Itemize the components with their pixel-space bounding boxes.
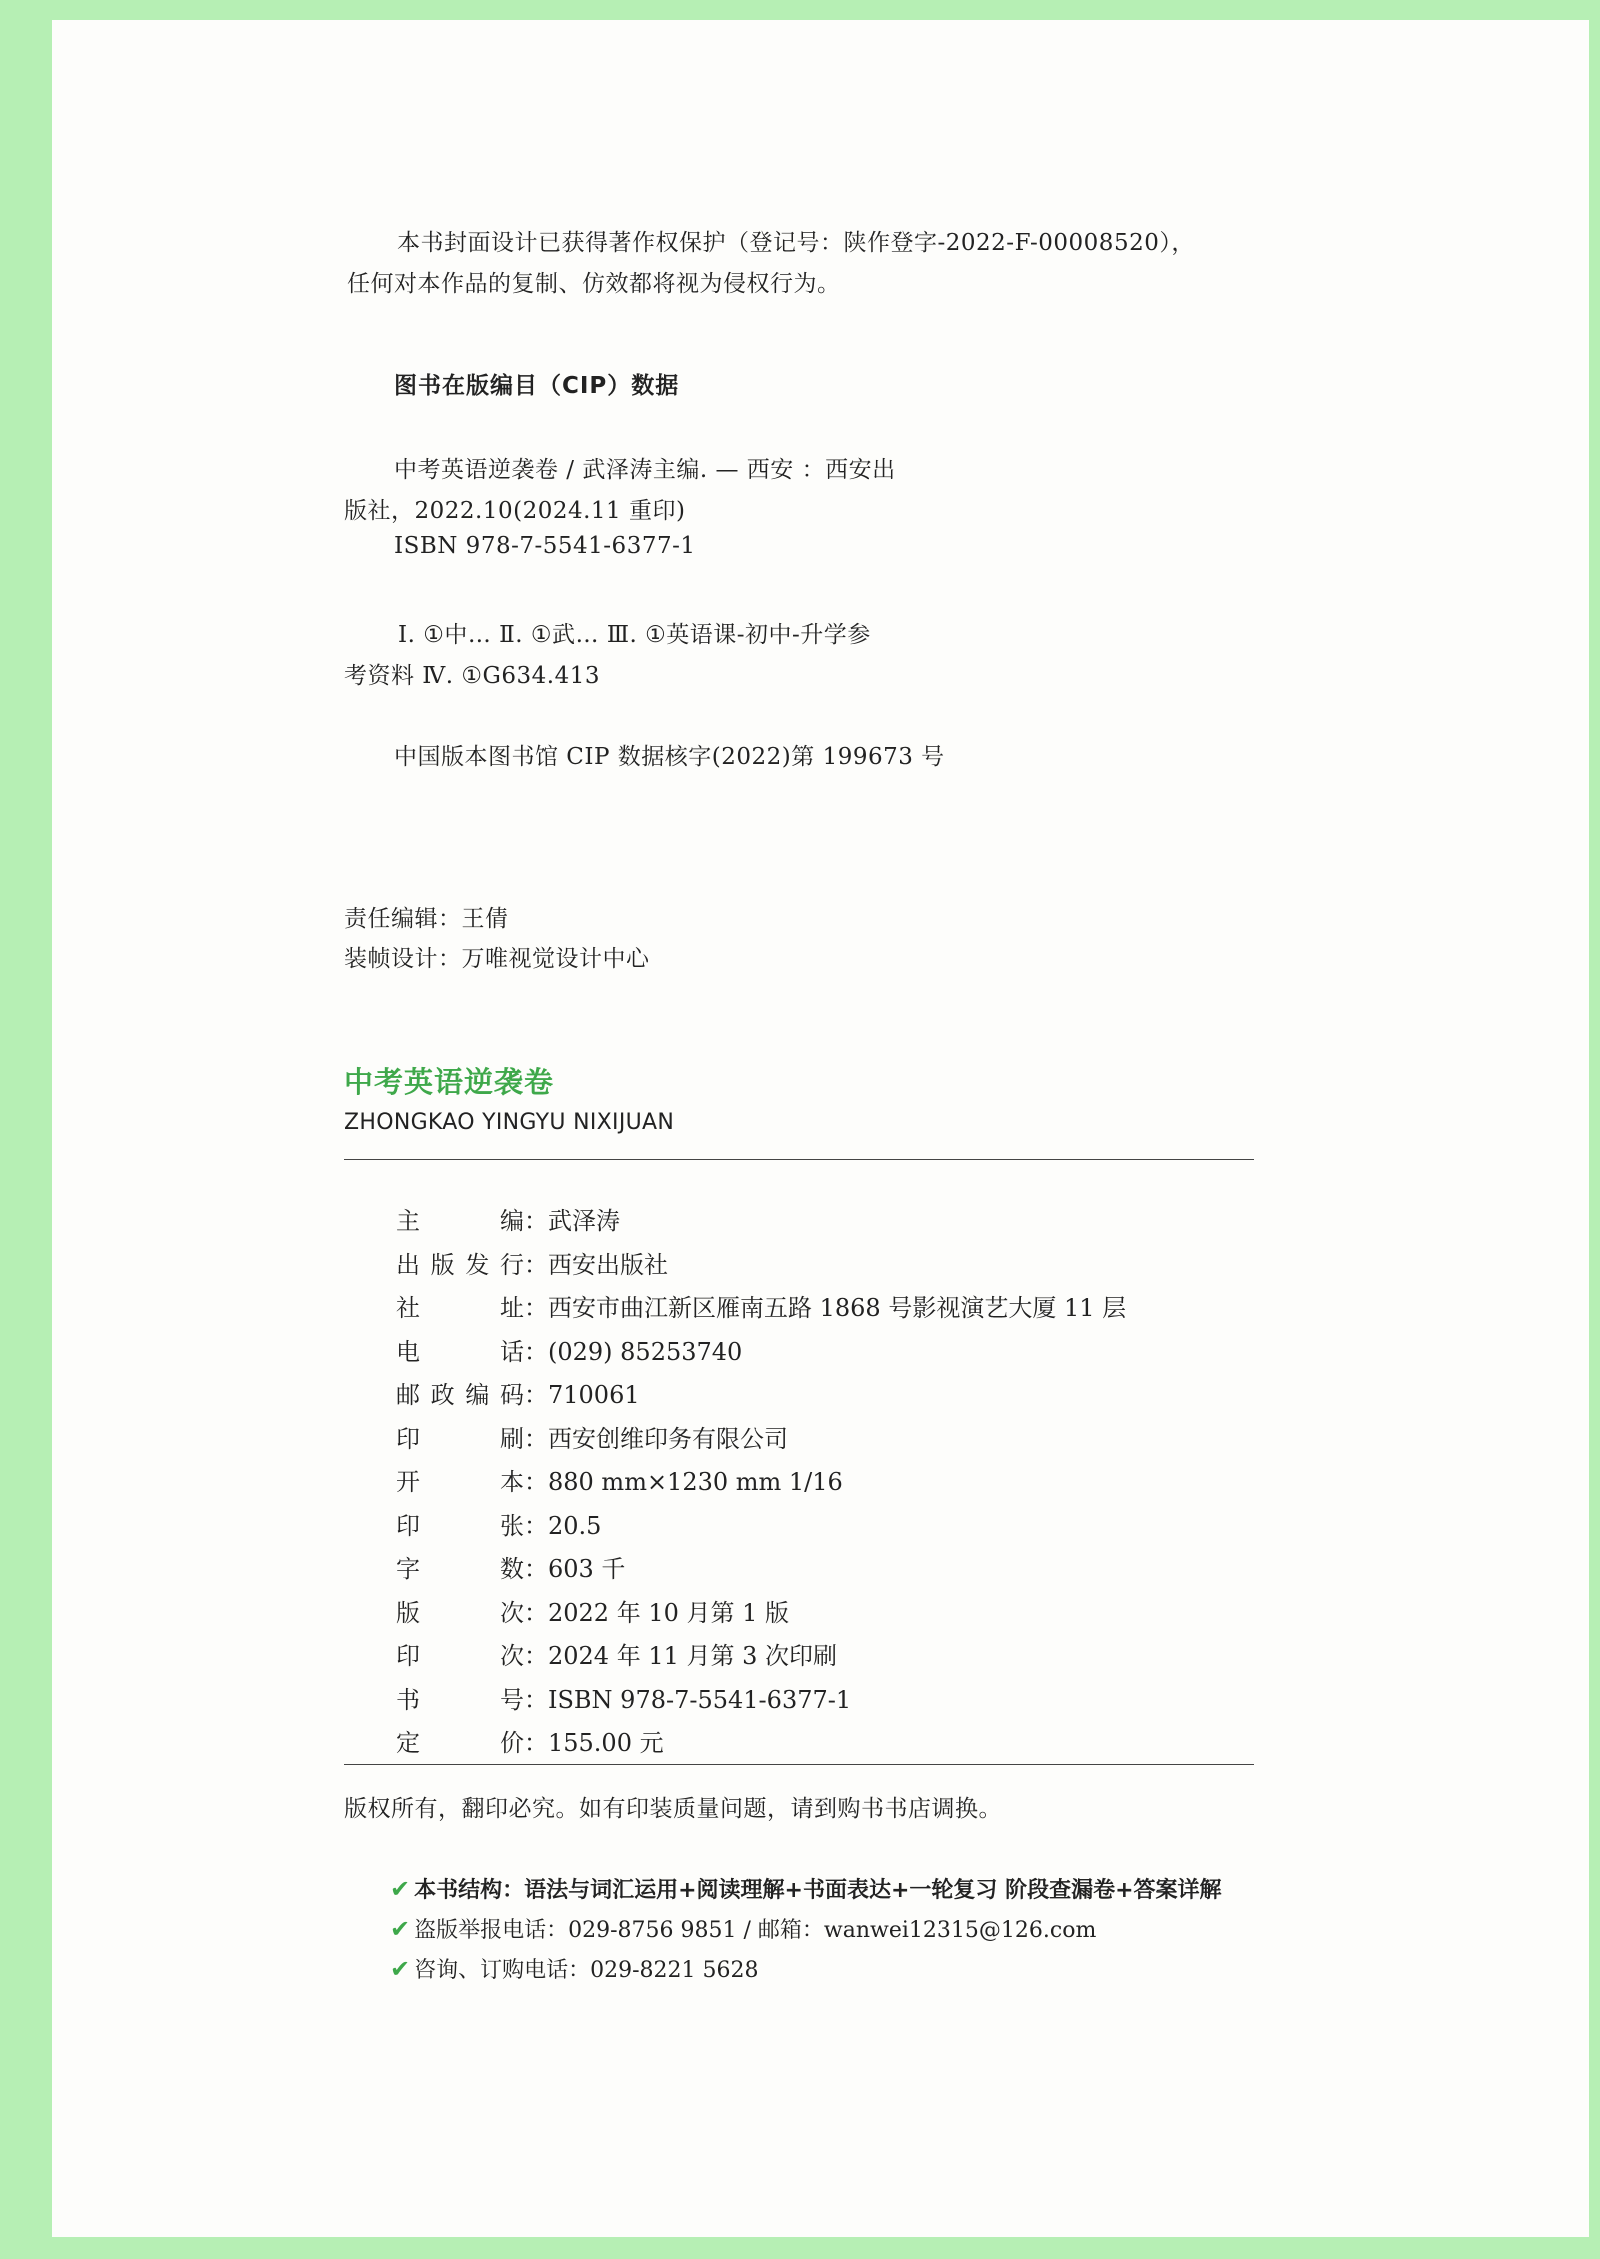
info-label: 印刷 [396,1424,524,1453]
info-row [396,1506,601,1541]
info-label: 版次 [396,1598,524,1627]
info-row [396,1201,620,1236]
cip-line1: 中考英语逆袭卷 / 武泽涛主编. — 西安 ：西安出 [394,457,896,483]
bottom-divider [344,1764,1254,1765]
cover-designer: 装帧设计：万唯视觉设计中心 [344,946,650,972]
info-value: ：2022 年 10 月第 1 版 [524,1598,790,1627]
info-label: 开本 [396,1468,524,1496]
info-value: ：155.00 元 [524,1729,664,1757]
info-row [396,1288,1126,1323]
info-row [396,1332,742,1367]
info-value: ：西安创维印务有限公司 [524,1424,788,1453]
cip-isbn: ISBN 978-7-5541-6377-1 [394,533,696,559]
bullet-order [390,1953,759,1984]
check-icon: ✔ [390,1875,411,1903]
info-label: 电话 [396,1337,524,1366]
info-value: ：(029) 85253740 [524,1337,743,1366]
info-value: ：ISBN 978-7-5541-6377-1 [524,1685,852,1714]
info-value: ：20.5 [524,1511,602,1540]
info-value: ：603 千 [524,1555,626,1583]
info-value: ：880 mm×1230 mm 1/16 [524,1468,843,1496]
bullet-order-text: 咨询、订购电话：029-8221 5628 [414,1958,759,1983]
info-row [396,1593,789,1628]
cip-heading: 图书在版编目（CIP）数据 [394,373,680,399]
check-icon: ✔ [390,1955,411,1983]
top-divider [344,1159,1254,1160]
rights-statement: 版权所有，翻印必究。如有印装质量问题，请到购书书店调换。 [344,1796,1002,1822]
check-icon: ✔ [390,1915,411,1943]
info-label: 出版发行 [396,1250,524,1279]
info-label: 字数 [396,1555,524,1583]
info-value: ：西安出版社 [524,1250,668,1279]
bullet-structure [390,1873,1222,1904]
bullet-piracy [390,1913,1096,1944]
info-row [396,1375,640,1410]
copyright-notice-line1: 本书封面设计已获得著作权保护（登记号：陕作登字-2022-F-00008520）， [397,230,1195,256]
page [52,20,1589,2237]
info-value: ：2024 年 11 月第 3 次印刷 [524,1642,838,1670]
book-title-pinyin: ZHONGKAO YINGYU NIXIJUAN [344,1110,675,1135]
info-value: ：武泽涛 [524,1207,620,1235]
cip-line2: 版社，2022.10(2024.11 重印) [344,498,686,524]
cip-class-line1: Ⅰ. ①中… Ⅱ. ①武… Ⅲ. ①英语课-初中-升学参 [398,622,871,648]
info-row [396,1419,788,1454]
info-label: 邮政编码 [396,1381,524,1409]
info-label: 社址 [396,1294,524,1322]
info-label: 定价 [396,1729,524,1757]
info-value: ：710061 [524,1381,640,1409]
info-row [396,1462,843,1497]
info-label: 书号 [396,1685,524,1714]
book-title: 中考英语逆袭卷 [344,1065,555,1099]
info-row [396,1549,625,1584]
info-value: ：西安市曲江新区雁南五路 1868 号影视演艺大厦 11 层 [524,1294,1127,1322]
responsible-editor: 责任编辑：王倩 [344,906,509,932]
info-row [396,1723,664,1758]
info-label: 印次 [396,1642,524,1670]
copyright-notice-line2: 任何对本作品的复制、仿效都将视为侵权行为。 [347,271,841,297]
cip-class-line2: 考资料 Ⅳ. ①G634.413 [344,663,601,689]
bullet-piracy-text: 盗版举报电话：029-8756 9851 / 邮箱：wanwei12315@126.com [414,1918,1097,1943]
info-label: 主编 [396,1207,524,1235]
info-row [396,1680,851,1715]
info-row [396,1636,837,1671]
info-row [396,1245,668,1280]
bullet-structure-text: 本书结构：语法与词汇运用+阅读理解+书面表达+一轮复习 阶段查漏卷+答案详解 [414,1878,1222,1903]
info-label: 印张 [396,1511,524,1540]
cip-number: 中国版本图书馆 CIP 数据核字(2022)第 199673 号 [394,744,945,770]
